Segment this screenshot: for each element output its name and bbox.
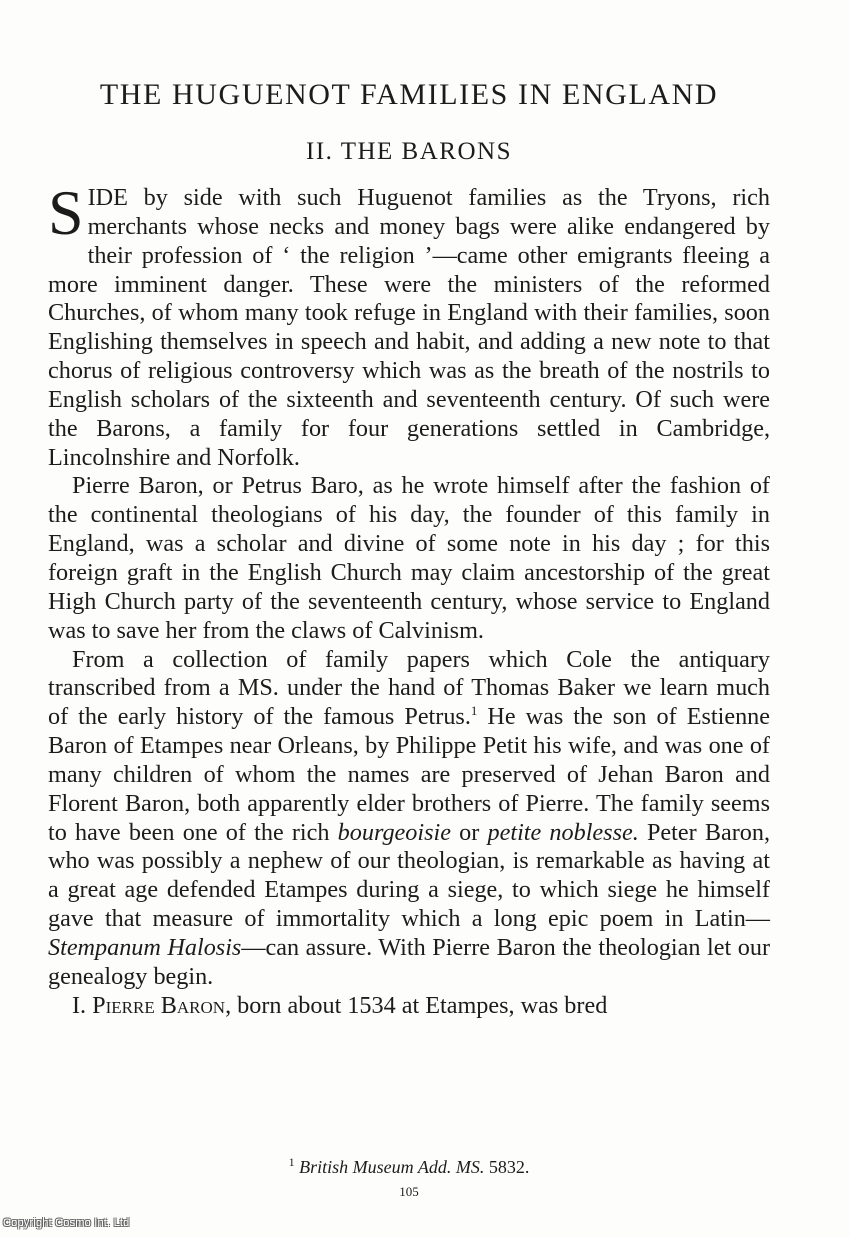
footnote <box>48 1155 770 1178</box>
paragraph-3-text-d: Peter Baron, who was possibly a nephew of our theologian, is remarkable as having at a great age defended Etampes during a siege, to which siege he himself gave that measure of immortality which a long epic poem in Latin— <box>48 818 771 933</box>
chapter-subtitle: II. THE BARONS <box>306 138 512 165</box>
italic-bourgeoisie: bourgeoisie <box>337 818 451 846</box>
paragraph-3 <box>48 646 770 992</box>
copyright-watermark: Copyright Cosmo Int. Ltd <box>3 1217 130 1229</box>
paragraph-3-text-b: He was the son of Estienne Baron of Etampes near Orleans, by Philippe Petit his wife, and was one of many children of whom the names are preserved of Jehan Baron and Florent Baron, both apparently elder brothers of Pierre. The family seems to have been one of the rich <box>48 703 770 846</box>
footnote-number: 5832. <box>488 1157 530 1177</box>
paragraph-2: Pierre Baron, or Petrus Baro, as he wrote himself after the fashion of the continental theologians of his day, the founder of this family in England, was a scholar and divine of some note in his day ; for this foreign graft in the English Church may claim ancestorship of the great High Church party of the seventeenth century, whose service to England was to save her from the claws of Calvinism. <box>48 472 770 644</box>
page-number: 105 <box>399 1184 419 1199</box>
footnote-mark: 1 <box>288 1155 295 1169</box>
footnote-text: British Museum Add. MS. <box>299 1157 485 1177</box>
paragraph-3-text-c: or <box>450 818 488 846</box>
body-text <box>48 177 771 1020</box>
italic-poem-title: Stempanum Halosis <box>48 933 242 961</box>
footnote-reference: 1 <box>470 703 478 719</box>
page-title: THE HUGUENOT FAMILIES IN ENGLAND <box>99 78 719 111</box>
paragraph-3-text-e: —can assure. With Pierre Baron the theologian let our genealogy begin. <box>48 933 771 990</box>
drop-cap: S <box>48 177 84 248</box>
paragraph-1 <box>48 177 770 472</box>
paragraph-3-text-a: From a collection of family papers which Cole the antiquary transcribed from a MS. under the hand of Thomas Baker we learn much of the early history of the famous Petrus. <box>48 645 770 731</box>
paragraph-4-text-a: I. <box>72 991 93 1019</box>
paragraph-4 <box>48 992 770 1021</box>
italic-petite-noblesse: petite noblesse. <box>487 818 639 846</box>
small-caps-name: Pierre Baron <box>92 991 226 1019</box>
paragraph-1-text: by side with such Huguenot families as the Tryons, rich merchants whose necks and money bags were alike endangered by their profession of ‘ the religion ’—came other emigrants fleeing a more imminent danger. These were the ministers of the reformed Churches, of whom many took refuge in England with their families, soon Englishing themselves in speech and habit, and adding a new note to that chorus of religious controversy which was as the breath of the nostrils to English scholars of the sixteenth and seventeenth century. Of such were the Barons, a family for four generations settled in Cambridge, Lincolnshire and Norfolk. <box>48 184 770 471</box>
paragraph-4-text-b: , born about 1534 at Etampes, was bred <box>225 991 608 1019</box>
drop-cap-continuation: IDE <box>87 184 128 211</box>
